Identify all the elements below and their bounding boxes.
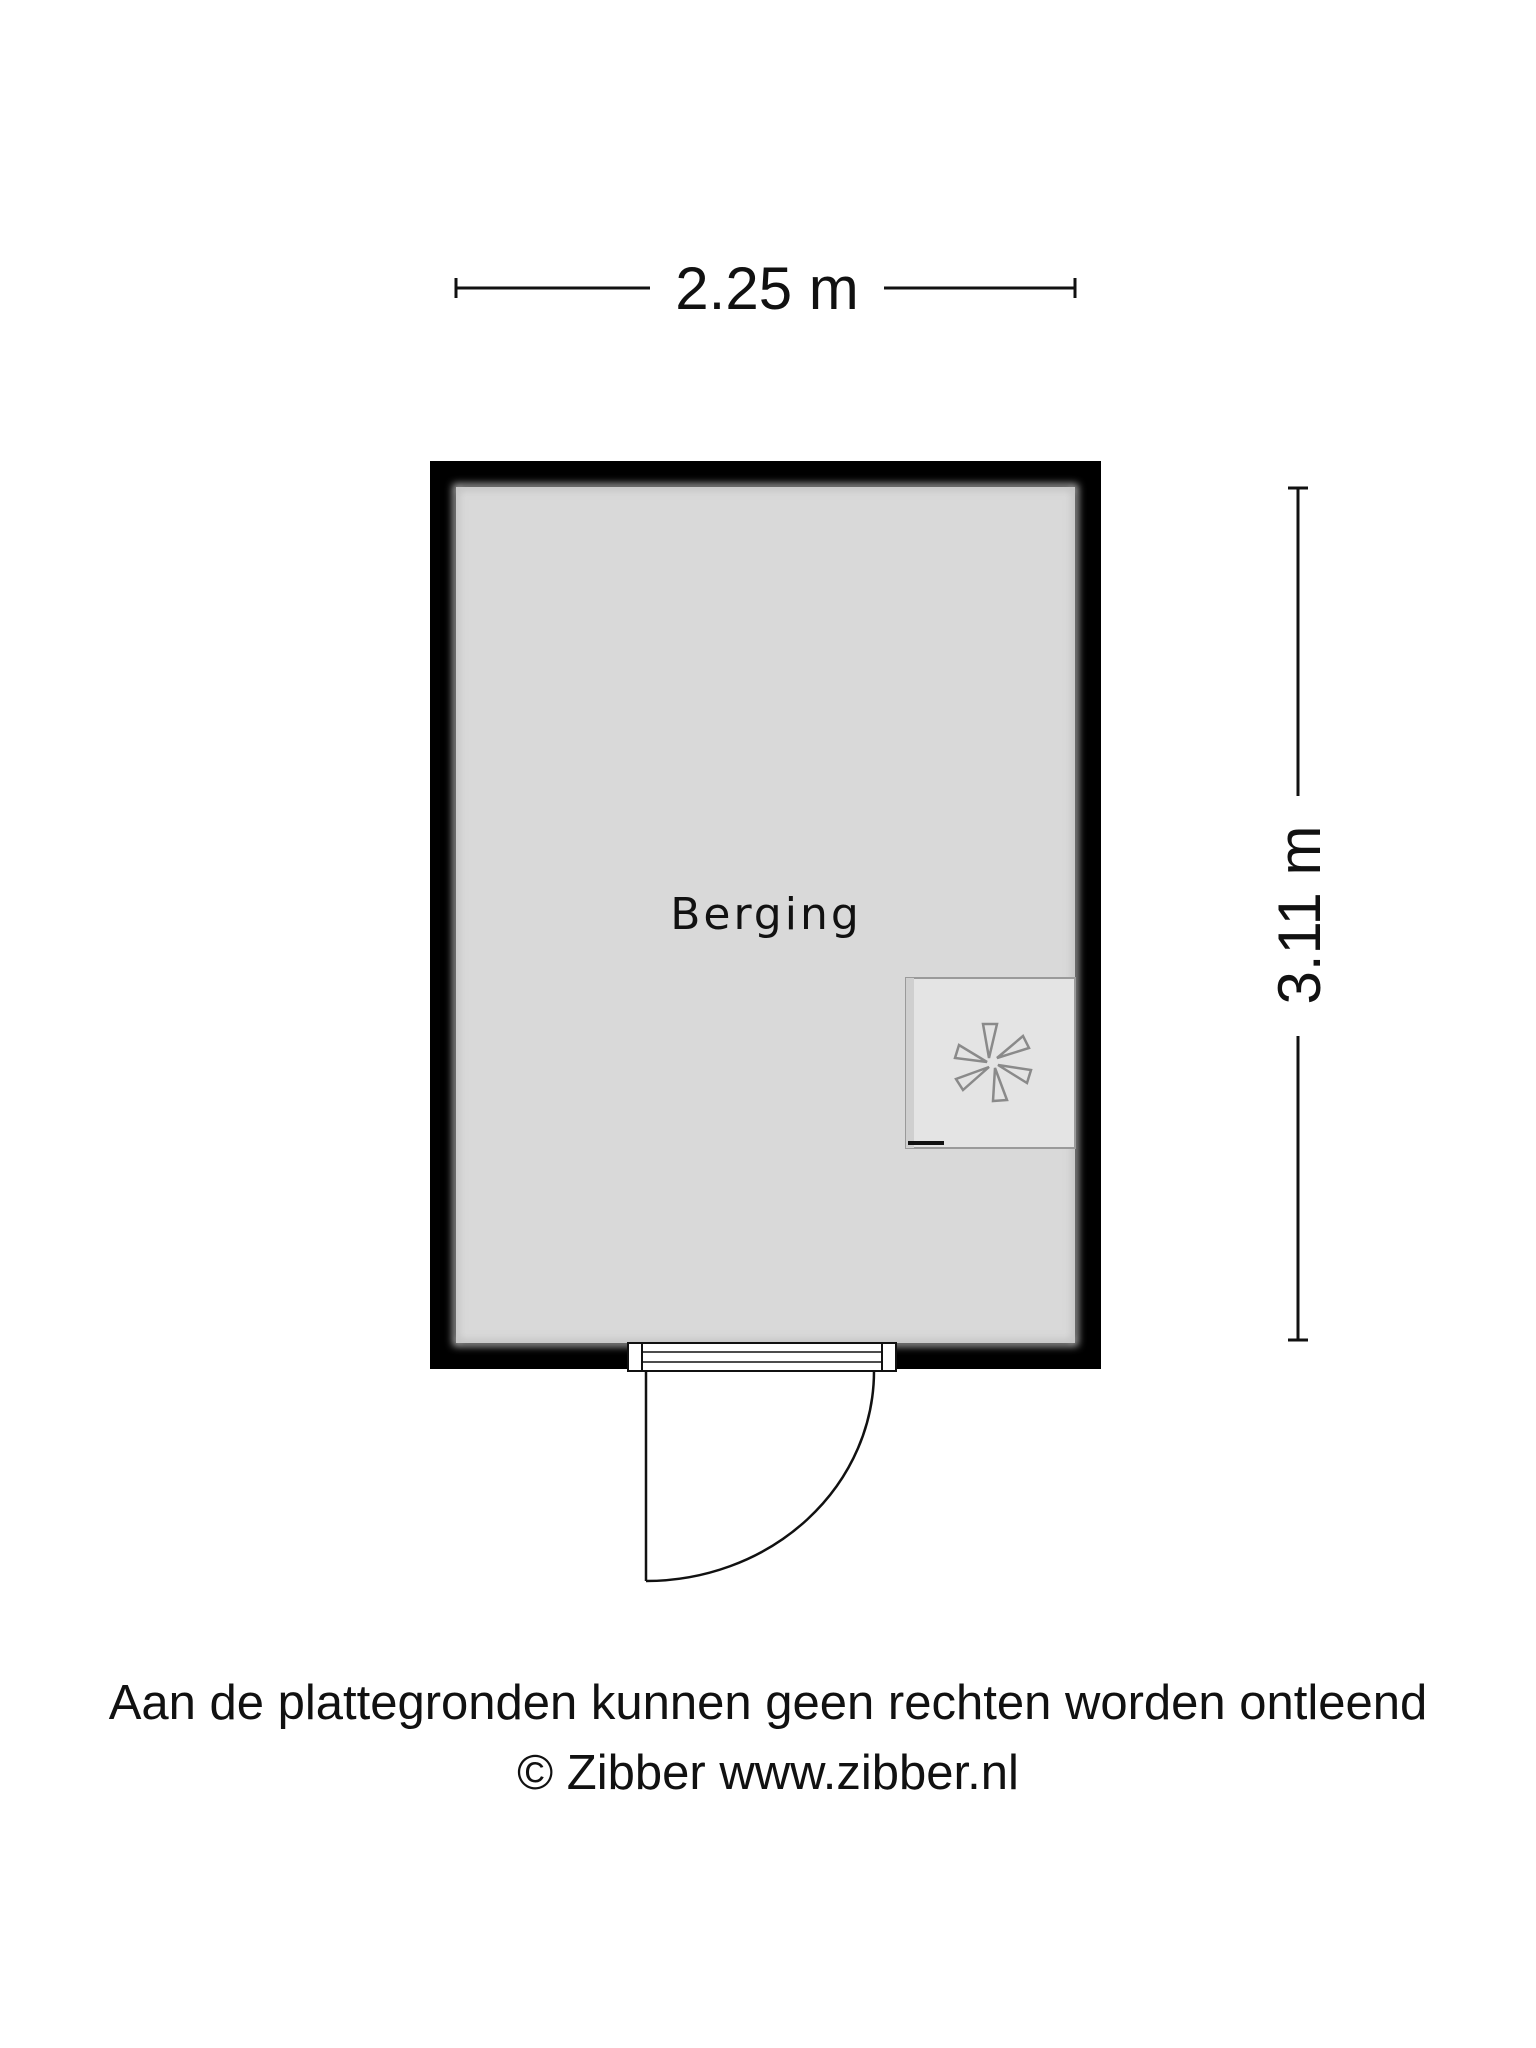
width-label: 2.25 m: [675, 255, 859, 322]
appliance-unit: [906, 978, 1075, 1148]
door: [628, 1343, 896, 1371]
disclaimer-text: Aan de plattegronden kunnen geen rechten worden ontleend: [108, 1676, 1428, 1730]
width-dimension: [456, 255, 1075, 322]
height-dimension: [1266, 488, 1333, 1340]
door-swing-icon: [646, 1371, 874, 1581]
height-label: 3.11 m: [1266, 825, 1333, 1005]
copyright-text: © Zibber www.zibber.nl: [517, 1746, 1019, 1800]
room-name: Berging: [670, 889, 862, 940]
